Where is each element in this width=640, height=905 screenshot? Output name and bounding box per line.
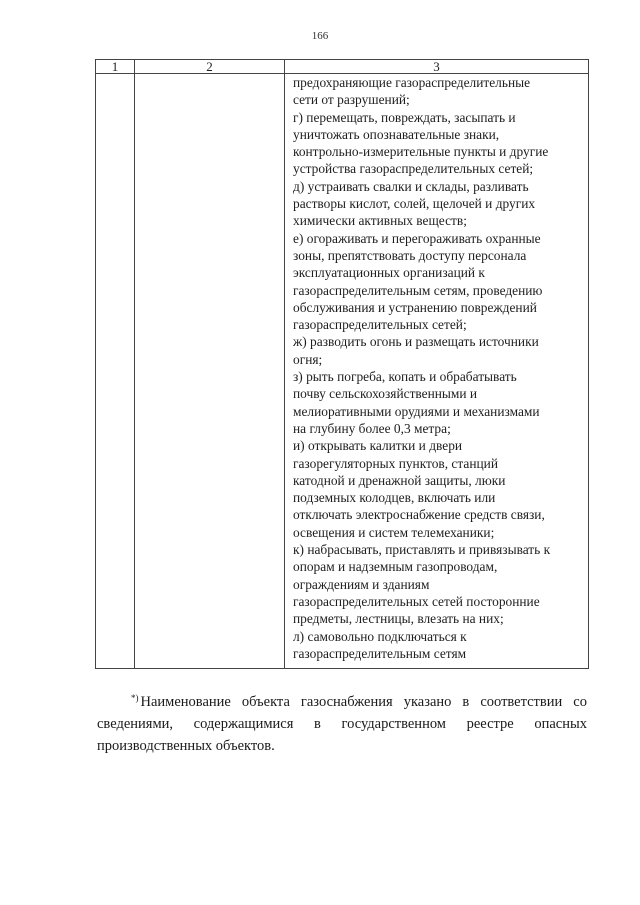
- text-line: обслуживания и устранению повреждений: [293, 299, 537, 315]
- text-line: освещения и систем телемеханики;: [293, 524, 495, 540]
- text-line: газораспределительных сетей;: [293, 317, 467, 333]
- text-line: контрольно-измерительные пункты и другие: [293, 144, 549, 160]
- text-line: катодной и дренажной защиты, люки: [293, 472, 506, 488]
- text-line: растворы кислот, солей, щелочей и других: [293, 196, 536, 212]
- text-line: ограждениям и зданиям: [293, 576, 430, 592]
- text-line: газораспределительных сетей посторонние: [293, 593, 540, 609]
- text-line: химически активных веществ;: [293, 213, 467, 229]
- table-header-row: [96, 60, 589, 74]
- text-line: газораспределительным сетям, проведению: [293, 282, 543, 298]
- text-line: газорегуляторных пунктов, станций: [293, 455, 499, 471]
- text-line: газораспределительным сетям: [293, 645, 467, 661]
- footnote: [97, 691, 587, 757]
- table-cell-col-3: [285, 74, 589, 669]
- footnote-marker: *): [131, 693, 139, 703]
- text-line: опорам и надземным газопроводам,: [293, 559, 498, 575]
- text-line: е) огораживать и перегораживать охранные: [293, 230, 541, 246]
- text-line: з) рыть погреба, копать и обрабатывать: [293, 369, 517, 385]
- text-line: огня;: [293, 351, 323, 367]
- column-header-1: 1: [96, 60, 135, 74]
- table-cell-col-1: [96, 74, 135, 669]
- text-line: устройства газораспределительных сетей;: [293, 161, 534, 177]
- text-line: почву сельскохозяйственными и: [293, 386, 478, 402]
- table-cell-col-2: [135, 74, 285, 669]
- text-line: уничтожать опознавательные знаки,: [293, 126, 500, 142]
- text-line: и) открывать калитки и двери: [293, 438, 463, 454]
- text-line: сети от разрушений;: [293, 92, 410, 108]
- page-number: 166: [311, 30, 329, 42]
- text-line: д) устраивать свалки и склады, разливать: [293, 178, 529, 194]
- text-line: эксплуатационных организаций к: [293, 265, 485, 281]
- column-header-3: 3: [285, 60, 589, 74]
- document-table: [95, 59, 589, 669]
- footnote-text: Наименование объекта газоснабжения указано в соответствии со сведениями, содержащимися в государственном реестре опасных производственных объектов.: [97, 694, 587, 754]
- text-line: ж) разводить огонь и размещать источники: [293, 334, 539, 350]
- text-line: предметы, лестницы, влезать на них;: [293, 611, 504, 627]
- text-line: г) перемещать, повреждать, засыпать и: [293, 109, 516, 125]
- column-header-2: 2: [135, 60, 285, 74]
- text-line: л) самовольно подключаться к: [293, 628, 467, 644]
- text-line: зоны, препятствовать доступу персонала: [293, 247, 527, 263]
- text-line: отключать электроснабжение средств связи,: [293, 507, 545, 523]
- table-row: [96, 74, 589, 669]
- text-line: мелиоративными орудиями и механизмами: [293, 403, 540, 419]
- text-line: к) набрасывать, приставлять и привязывать к: [293, 542, 551, 558]
- text-line: предохраняющие газораспределительные: [293, 75, 531, 90]
- text-line: подземных колодцев, включать или: [293, 490, 496, 506]
- text-line: на глубину более 0,3 метра;: [293, 420, 451, 436]
